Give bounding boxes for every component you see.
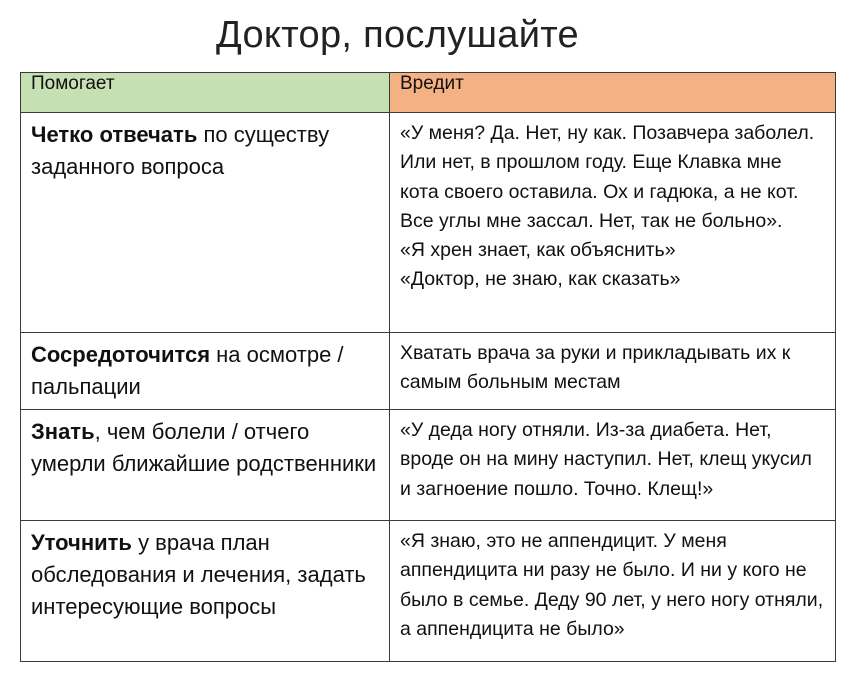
comparison-table [20, 72, 836, 662]
helps-cell [21, 410, 390, 521]
helps-keyword: Сосредоточится [31, 342, 211, 367]
helps-text: , чем болели / отчего умерли ближайшие родственники [31, 419, 377, 476]
helps-keyword: Знать [31, 419, 95, 444]
table-row [21, 333, 836, 410]
harms-cell [390, 333, 836, 410]
helps-cell [21, 333, 390, 410]
harms-text: Хватать врача за руки и прикладывать их к самым больным местам [400, 342, 791, 394]
harms-text: «У меня? Да. Нет, ну как. Позавчера заболел. Или нет, в прошлом году. Еще Клавка мне кота своего оставила. Ох и гадюка, а не кот. Все углы мне зассал. Нет, так не больно». [400, 122, 815, 232]
table-row [21, 521, 836, 662]
helps-text: на осмотре / пальпации [31, 342, 344, 399]
harms-text: «Я знаю, это не аппендицит. У меня аппендицита ни разу не было. И ни у кого не было в семье. Деду 90 лет, у него ногу отняли, а аппендицита не было» [400, 530, 824, 640]
table-row [21, 410, 836, 521]
harms-cell [390, 410, 836, 521]
table-row [21, 113, 836, 333]
table-header-row [21, 73, 836, 113]
harms-text: «Я хрен знает, как объяснить» [400, 239, 676, 262]
helps-keyword: Четко отвечать [31, 122, 198, 147]
harms-cell [390, 521, 836, 662]
harms-text: «Доктор, не знаю, как сказать» [400, 268, 681, 291]
helps-cell [21, 521, 390, 662]
helps-text: по существу заданного вопроса [31, 122, 330, 179]
helps-cell [21, 113, 390, 333]
page-title: Доктор, послушайте [216, 14, 579, 56]
harms-cell [390, 113, 836, 333]
harms-text: «У деда ногу отняли. Из-за диабета. Нет, вроде он на мину наступил. Нет, клещ укусил и загноение пошло. Точно. Клещ!» [400, 419, 812, 500]
helps-text: у врача план обследования и лечения, задать интересующие вопросы [31, 530, 366, 619]
header-harms: Вредит [390, 73, 836, 113]
helps-keyword: Уточнить [31, 530, 132, 555]
header-helps: Помогает [21, 73, 390, 113]
